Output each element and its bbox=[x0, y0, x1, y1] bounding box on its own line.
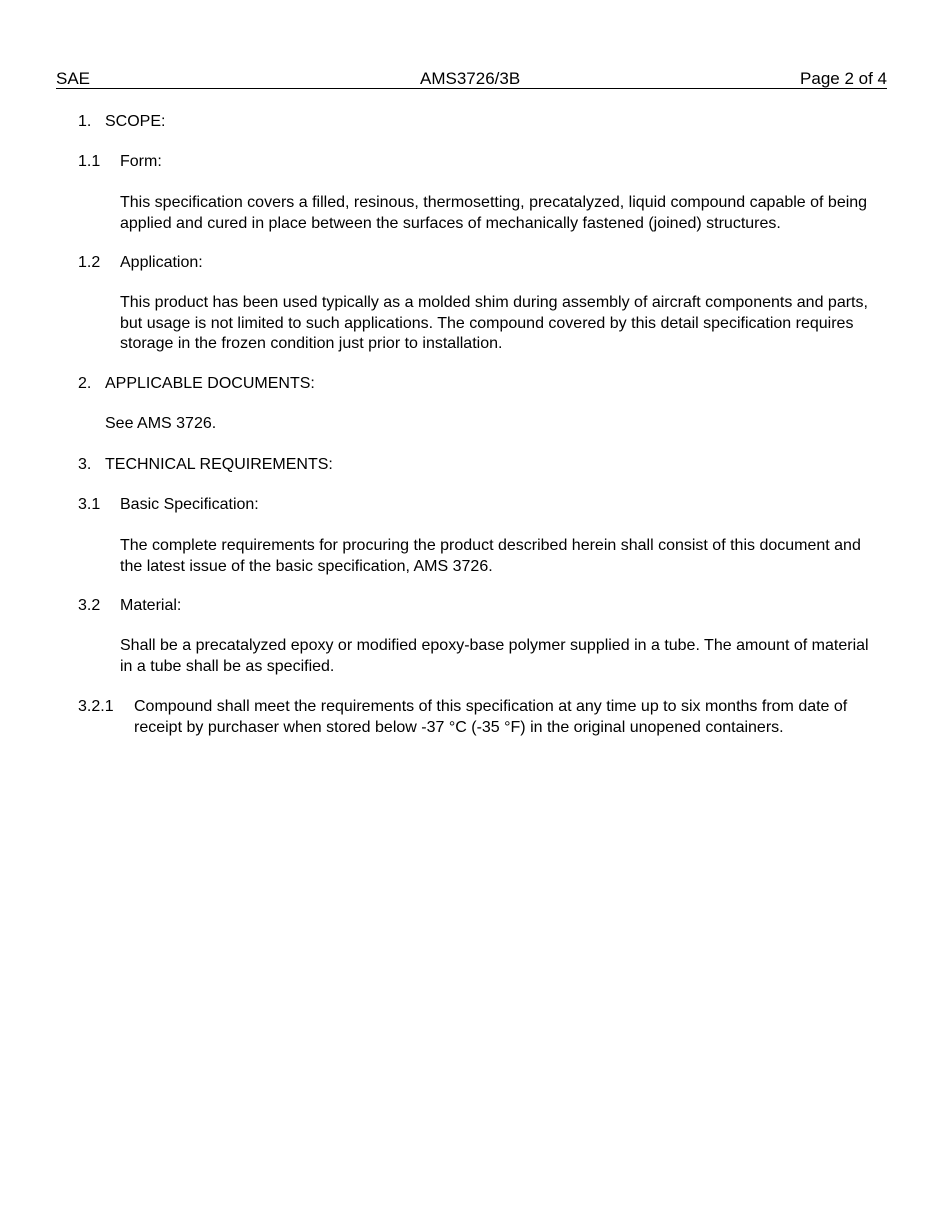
page-header bbox=[56, 68, 887, 89]
section-number: 3.2 bbox=[78, 597, 101, 614]
section-3-2-1-body: Compound shall meet the requirements of this specification at any time up to six months from date of receipt by purchaser when stored below -37 °C (-35 °F) in the original unopened containers. bbox=[134, 698, 848, 736]
section-title: Basic Specification: bbox=[120, 496, 259, 513]
section-1-1-body: This specification covers a filled, resinous, thermosetting, precatalyzed, liquid compound capable of being applied and cured in place between the surfaces of mechanically fastened (joined) structures. bbox=[120, 194, 868, 232]
header-page-number: Page 2 of 4 bbox=[800, 69, 887, 88]
section-3-1-body: The complete requirements for procuring the product described herein shall consist of this document and the latest issue of the basic specification, AMS 3726. bbox=[120, 537, 861, 575]
section-3-2-body: Shall be a precatalyzed epoxy or modified epoxy-base polymer supplied in a tube. The amount of material in a tube shall be as specified. bbox=[120, 637, 869, 675]
section-title: Form: bbox=[120, 153, 162, 170]
header-organization: SAE bbox=[56, 69, 91, 88]
section-number: 3.1 bbox=[78, 496, 101, 513]
section-number: 1.1 bbox=[78, 153, 101, 170]
section-number: 1.2 bbox=[78, 254, 101, 271]
section-number: 2. bbox=[78, 375, 92, 392]
section-title: Application: bbox=[120, 254, 203, 271]
header-document-number: AMS3726/3B bbox=[420, 69, 521, 88]
section-title: APPLICABLE DOCUMENTS: bbox=[105, 375, 315, 392]
section-number: 1. bbox=[78, 113, 92, 130]
section-title: TECHNICAL REQUIREMENTS: bbox=[105, 456, 333, 473]
section-2-body: See AMS 3726. bbox=[105, 415, 217, 432]
section-1-2-body: This product has been used typically as a molded shim during assembly of aircraft components and parts, but usage is not limited to such applications. The compound covered by this detail specification requires storage in the frozen condition just prior to installation. bbox=[120, 294, 868, 352]
section-title: SCOPE: bbox=[105, 113, 166, 130]
section-number: 3.2.1 bbox=[78, 698, 114, 715]
section-title: Material: bbox=[120, 597, 182, 614]
section-number: 3. bbox=[78, 456, 92, 473]
